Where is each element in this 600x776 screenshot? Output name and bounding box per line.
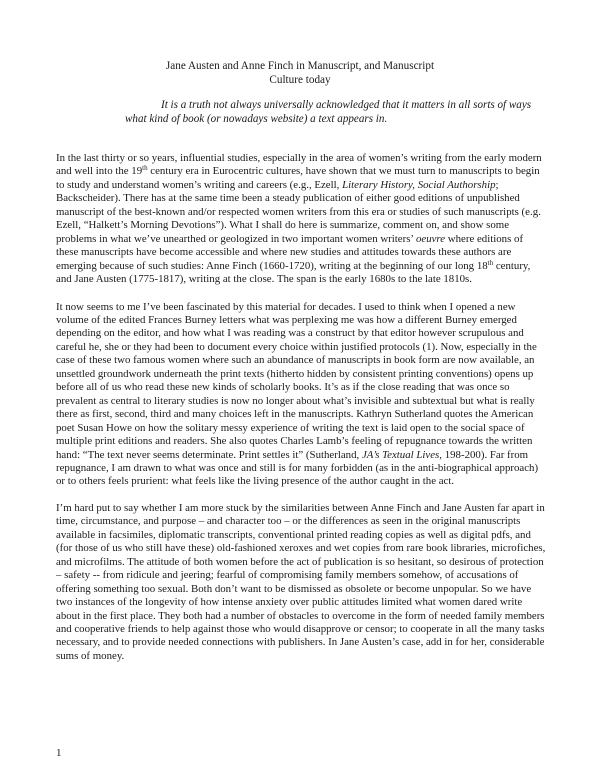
p1-sup-b: th bbox=[487, 258, 494, 267]
p1-citation-title: Literary History, Social Authorship bbox=[342, 178, 496, 191]
epigraph: It is a truth not always universally acknowledged that it matters in all sorts of ways what kind of book (or nowadays website) a text appears in. bbox=[125, 99, 532, 125]
p1-text-b: century era in Eurocentric cultures, have shown that we must turn to manuscripts to begin to study and understand women’s writing and careers (e.g., Ezell, bbox=[56, 165, 540, 191]
p2-text-b: , 198-200). Far from repugnance, I am drawn to what was once and still is for many forbidden (as in the anti-biographical approach) or to others feels prurient: what feels like the living presence of the author caught in the act. bbox=[56, 448, 539, 488]
page-number: 1 bbox=[56, 747, 62, 759]
p1-text-d: where editions of these manuscripts have become accessible and where new studies and attitudes towards these authors are emerging because of such studies: Anne Finch (1660-1720), writing at the beginning of our long 18 bbox=[56, 232, 524, 272]
paragraph-2 bbox=[56, 301, 546, 489]
p1-italic-word: oeuvre bbox=[415, 232, 446, 245]
p2-text-a: It now seems to me I’ve been fascinated by this material for decades. I used to think when I opened a new volume of the edited Frances Burney letters what was perplexing me was how a different Burney emerged depending on the editor, and how what I was reading was a construct by that editor however scrupulous and careful he, she or they had been to document every choice within justified protocols (1). Now, especially in the case of these two famous women where such an abundance of manuscripts in book form are now available, an unsettled groundwork underneath the print texts (hitherto hidden by consistent printing conventions) opens up before all of us who read these new kinds of scholarly books. It’s as if the close reading that was once so prevalent as central to literary studies is now no longer about what’s invisible and subtextual but what is really there as first, second, third and many choices left in the manuscripts. Kathryn Sutherland quotes the American poet Susan Howe on how the solitary messy experience of writing the text is laid open to the social space of multiple print editions and readers. She also quotes Charles Lamb’s feeling of repugnance towards the written hand: “The text never seems determinate. Print settles it” (Sutherland, bbox=[56, 300, 537, 461]
document-title bbox=[120, 59, 480, 87]
p1-text-e: century, and Jane Austen (1775-1817), writing at the close. The span is the early 1680s to the late 1810s. bbox=[56, 259, 531, 286]
p1-text-c: ; Backscheider). There has at the same time been a steady publication of either good editions of unpublished manuscript of the best-known and/or respected women writers from this era or studies of such manuscripts (e.g. Ezell, “Halkett’s Morning Devotions”). What I shall do here is summarize, comment on, and show some problems in what we’ve unearthed or geologized in two important women writers’ bbox=[56, 178, 541, 245]
p1-sup-a: th bbox=[142, 164, 148, 173]
p2-citation-title: JA’s Textual Lives bbox=[361, 448, 440, 461]
title-line-1: Jane Austen and Anne Finch in Manuscript, and Manuscript bbox=[165, 60, 435, 72]
body-text bbox=[56, 152, 546, 676]
p1-text-a: In the last thirty or so years, influential studies, especially in the area of women’s writing from the early modern and well into the 19 bbox=[56, 152, 542, 178]
paragraph-1 bbox=[56, 152, 546, 287]
title-line-2: Culture today bbox=[269, 74, 331, 86]
paragraph-3: I’m hard put to say whether I am more stuck by the similarities between Anne Finch and Jane Austen far apart in time, circumstance, and purpose – and character too – or the differences as seen in the original manuscripts available in facsimiles, diplomatic transcripts, conventional printed reading copies as well as digital pdfs, and (for those of us who still have these) old-fashioned xeroxes and wet copies from rare book libraries, microfiches, and microfilms. The attitude of both women before the act of publication is so hesitant, so desirous of protection – safety -- from ridicule and jeering; fearful of compromising family members somehow, of accusations of offering something too sexual. Both don’t want to be dismissed as obsolete or become unpopular. So we have two instances of the longevity of how intense anxiety over public attitudes limited what women dared write about in the first place. They both had a number of obstacles to overcome in the form of needed family members and cooperative friends to help against those who would disapprove or censor; to cooperate in all the many tasks necessary, and to provide needed connections with publishers. In Jane Austen’s case, add in for her, considerable sums of money. bbox=[56, 501, 546, 662]
